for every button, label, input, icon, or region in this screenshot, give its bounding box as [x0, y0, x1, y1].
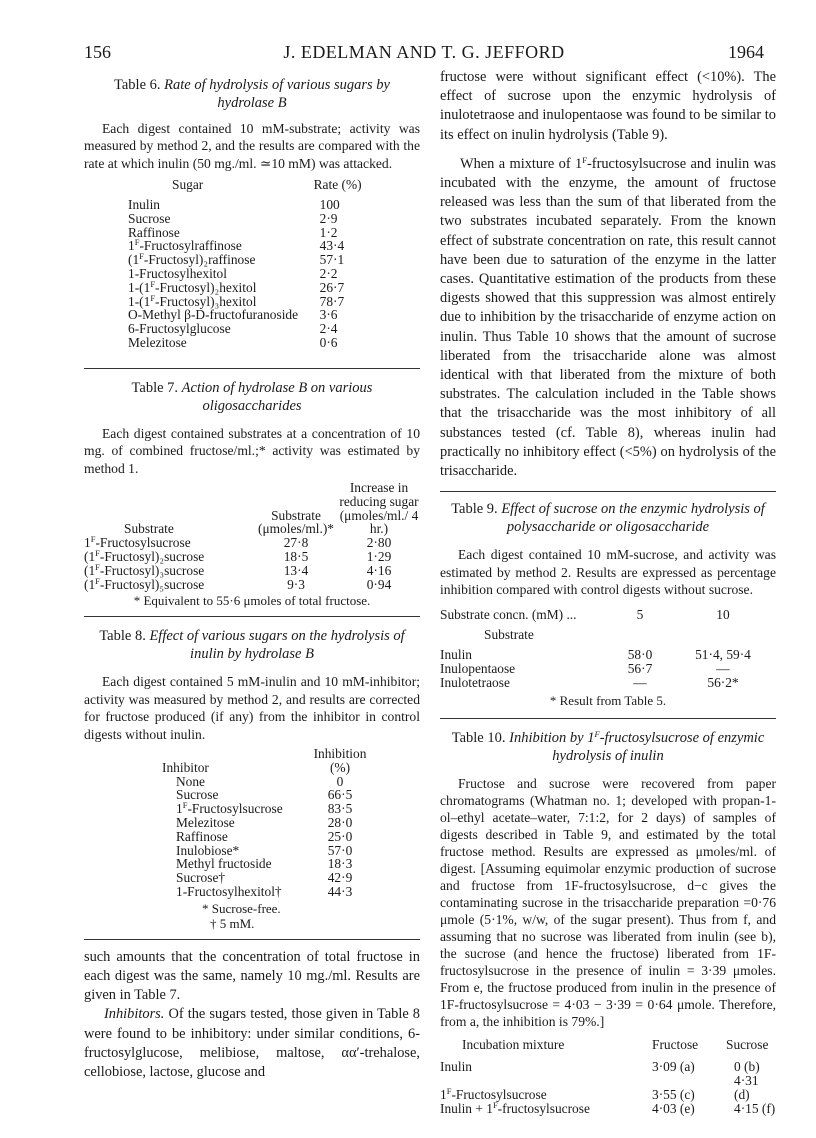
- table9-conc-10: 10: [716, 607, 730, 623]
- left-column: [84, 70, 420, 1082]
- table7-substrate-cell: $(1^F-Fructosyl)_2sucrose$: [84, 547, 205, 564]
- table8-inhibitor-cell: Melezitose: [176, 814, 235, 830]
- table6-sugar-cell: Sucrose: [128, 210, 171, 226]
- table6-col-rate: Rate (%): [313, 177, 362, 193]
- table9-col-substrate: Substrate: [484, 627, 534, 643]
- table9-conc10-cell: —: [716, 660, 730, 676]
- table8-footnote-2: † 5 mM.: [210, 915, 255, 931]
- table-row: [440, 1102, 776, 1116]
- table-row: [158, 857, 370, 871]
- table8-inhibition-cell: 28·0: [327, 814, 353, 830]
- table6-sugar-cell: $(1^F-Fructosyl)_2raffinose$: [128, 251, 256, 268]
- table10-col-fructose: Fructose: [652, 1037, 699, 1053]
- table6-rate-cell: 43·4: [319, 238, 345, 254]
- table6-sugar-cell: $1-(1^F-Fructosyl)_2hexitol$: [128, 278, 257, 295]
- table7-caption: Table 7. Action of hydrolase B on various oligosaccharides: [131, 379, 373, 414]
- table6-sugar-cell: Inulin: [128, 197, 160, 213]
- table8-note: Each digest contained 5 mM-inulin and 10 mM-inhibitor; activity was measured by method 2, and results are corrected for fructose produced (if any) from the inhibitor in control digests without inulin.: [84, 674, 420, 742]
- table-row: [128, 267, 366, 281]
- table9-conc-label: Substrate concn. (mM) ...: [440, 607, 577, 623]
- table8-rule: [84, 939, 420, 940]
- table7-conc-cell: 13·4: [283, 562, 309, 578]
- table10-mixture-cell: $1^F$-Fructosylsucrose: [440, 1085, 547, 1102]
- table9-substrate-cell: Inulotetraose: [440, 674, 510, 690]
- table8-inhibitor-cell: Methyl fructoside: [176, 856, 272, 872]
- right-body-paragraph-1: fructose were without significant effect (<10%). The effect of sucrose upon the enzymic hydrolysis of inulotetraose and inulopentaose was found to be similar to its effect on inulin hydrolysis (Table 9).: [440, 69, 776, 143]
- table7-conc-cell: 9·3: [287, 576, 305, 592]
- table7-note: Each digest contained substrates at a concentration of 10 mg. of combined fructose/ml.;* activity was estimated by method 1.: [84, 425, 420, 476]
- table-row: [128, 336, 366, 350]
- table-row: [158, 802, 370, 816]
- table8-inhibitor-cell: Inulobiose*: [176, 842, 240, 858]
- table6-rate-cell: 1·2: [319, 224, 338, 240]
- table8-grid: [158, 747, 370, 899]
- table9-conc5-cell: 56·7: [627, 660, 653, 676]
- table8-inhibition-cell: 44·3: [327, 883, 353, 899]
- table10-mixture-cell: Inulin: [440, 1059, 472, 1075]
- table6-rate-cell: 2·4: [319, 321, 338, 337]
- right-body-paragraph-2: When a mixture of $1^F$-fructosylsucrose and inulin was incubated with the enzyme, the amount of fructose released was less than the sum of that liberated from the two substrates incubated separately. From the known effect of substrate concentration on rate, this result cannot have been due to saturation of the enzyme in the latter cases. Quantitative estimation of the products from these digests showed that this suppression was almost entirely due to inhibition by the trisaccharide of enzyme action on inulin. Thus Table 10 shows that the amount of sucrose liberated from the trisaccharide alone was almost identical with that liberated from the mixture of both substrates. The calculation included in the Table shows that the trisaccharide was the most inhibitory of all substances tested (cf. Table 8), whereas inulin had practically no inhibitory effect (<5%) on hydrolysis of the trisaccharide.: [440, 154, 776, 480]
- table10-sucrose-cell: 0 (b): [734, 1059, 760, 1075]
- table10-caption: Table 10. Inhibition by $1^F$-fructosylsucrose of enzymic hydrolysis of inulin: [451, 729, 765, 765]
- table9-caption: Table 9. Effect of sucrose on the enzymic hydrolysis of polysaccharide or oligosaccharide: [451, 501, 765, 536]
- right-column: [440, 70, 776, 1115]
- table7-col-conc: Substrate (μmoles/ml.)*: [258, 507, 334, 537]
- table8-inhibition-cell: 83·5: [327, 801, 353, 817]
- table8-col-inhibition: Inhibition (%): [313, 746, 367, 775]
- table7-substrate-cell: $(1^F-Fructosyl)_3sucrose$: [84, 561, 205, 578]
- table7-substrate-cell: $1^F$-Fructosylsucrose: [84, 534, 191, 551]
- table9: [440, 500, 776, 719]
- table8-rows: [158, 775, 370, 899]
- table-row: [84, 536, 420, 550]
- table8-inhibition-cell: 42·9: [327, 870, 353, 886]
- table6-grid: [128, 178, 366, 350]
- table6-sugar-cell: 1-Fructosylhexitol: [128, 266, 227, 281]
- table9-note: Each digest contained 10 mM-sucrose, and activity was estimated by method 2. Results are expressed as percentage inhibition compared with control digests without sucrose.: [440, 547, 776, 598]
- table-row: [84, 578, 420, 592]
- table10: [440, 729, 776, 1115]
- table9-rows: [440, 648, 776, 689]
- table7-increase-cell: 0·94: [366, 576, 392, 592]
- table-row: [440, 662, 776, 676]
- table10-col-mixture: Incubation mixture: [462, 1037, 565, 1053]
- table6-rate-cell: 100: [319, 197, 340, 213]
- table8-footnote-1: * Sucrose-free.: [202, 900, 281, 916]
- table10-rows: [440, 1060, 776, 1115]
- table9-grid: [440, 608, 776, 689]
- table9-footnote: * Result from Table 5.: [549, 693, 667, 709]
- table6-rows: [128, 198, 366, 350]
- table7-grid: [84, 481, 420, 591]
- table6-sugar-cell: O-Methyl β-D-fructofuranoside: [128, 307, 299, 323]
- table6-sugar-cell: $1^F$-Fructosylraffinose: [128, 237, 242, 254]
- table9-substrate-cell: Inulopentaose: [440, 660, 516, 676]
- table-row: [128, 212, 366, 226]
- table7-rule: [84, 616, 420, 617]
- table7-increase-cell: 2·80: [366, 535, 392, 551]
- table6-sugar-cell: 6-Fructosylglucose: [128, 321, 231, 337]
- table6-rate-cell: 2·2: [319, 266, 338, 281]
- table-row: [84, 550, 420, 564]
- table-row: [440, 1074, 776, 1102]
- table8-inhibitor-cell: Raffinose: [176, 828, 228, 844]
- table8-inhibition-cell: 0: [336, 773, 344, 789]
- volume-year: 1964: [728, 42, 764, 62]
- table9-conc5-cell: 58·0: [627, 647, 653, 663]
- table6-rate-cell: 57·1: [319, 252, 345, 268]
- table6-rule: [84, 368, 420, 369]
- table8-inhibitor-cell: Sucrose: [176, 787, 219, 803]
- table8-inhibitor-cell: Sucrose†: [176, 870, 226, 886]
- table8-col-inhibitor: Inhibitor: [162, 759, 209, 775]
- table8-inhibitor-cell: None: [176, 773, 206, 789]
- table10-mixture-cell: Inulin + $1^F$-fructosylsucrose: [440, 1099, 590, 1116]
- table7: [84, 379, 420, 618]
- table-row: [128, 253, 366, 267]
- table-row: [440, 1060, 776, 1074]
- table6-rate-cell: 0·6: [319, 334, 338, 350]
- table-row: [158, 775, 370, 789]
- table10-fructose-cell: 4·03 (e): [652, 1100, 695, 1116]
- table-row: [84, 564, 420, 578]
- table9-rule: [440, 718, 776, 719]
- table-row: [158, 871, 370, 885]
- table7-footnote: * Equivalent to 55·6 μmoles of total fructose.: [133, 593, 371, 609]
- page-number: 156: [84, 42, 111, 62]
- table10-sucrose-cell: 4·31 (d): [734, 1073, 759, 1102]
- table6-col-sugar: Sugar: [172, 177, 204, 193]
- table-row: [128, 308, 366, 322]
- table7-rows: [84, 536, 420, 591]
- table8-inhibition-cell: 25·0: [327, 828, 353, 844]
- table6-sugar-cell: Melezitose: [128, 334, 187, 350]
- table8-inhibitor-cell: $1^F$-Fructosylsucrose: [176, 800, 283, 817]
- table7-increase-cell: 4·16: [366, 562, 392, 578]
- table-row: [128, 198, 366, 212]
- table9-substrate-cell: Inulin: [440, 647, 472, 663]
- table8-inhibitor-cell: 1-Fructosylhexitol†: [176, 883, 282, 899]
- table8-caption: Table 8. Effect of various sugars on the hydrolysis of inulin by hydrolase B: [99, 628, 405, 663]
- table7-col-increase: Increase in reducing sugar (μmoles/ml./ 4 hr.): [339, 480, 419, 537]
- table6-rate-cell: 26·7: [319, 279, 345, 295]
- table10-fructose-cell: 3·55 (c): [652, 1086, 695, 1102]
- table6-sugar-cell: Raffinose: [128, 224, 180, 240]
- table8-inhibition-cell: 66·5: [327, 787, 353, 803]
- table7-conc-cell: 18·5: [283, 548, 309, 564]
- table10-fructose-cell: 3·09 (a): [652, 1059, 695, 1075]
- table-row: [128, 281, 366, 295]
- table-row: [158, 844, 370, 858]
- table10-note: Fructose and sucrose were recovered from paper chromatograms (Whatman no. 1; developed with propan-1-ol–ethyl acetate–water, 7:1:2, for 2 days) of samples of digests described in Table 9, and estimated by the total fructose method. Results are expressed as μmoles/ml. of digest. [Assuming equimolar enzymic production of sucrose and fructose from 1F-fructosylsucrose, d−c gives the contaminating sucrose in the trisaccharide preparation =0·76 μmole (5·1%, w/w, of the sugar present). Thus from f, and assuming that no sucrose was liberated from inulin (see b), the sucrose (and hence the fructose) liberated from 1F-fructosylsucrose in the presence of inulin = 3·39 μmoles. From e, the fructose produced from inulin in the presence of 1F-fructosylsucrose = 4·03 − 3·39 = 0·64 μmole. Therefore, from a, the inhibition is 79%.]: [440, 776, 776, 1030]
- table10-col-sucrose: Sucrose: [726, 1037, 769, 1053]
- table7-substrate-cell: $(1^F-Fructosyl)_5sucrose$: [84, 575, 205, 592]
- table6: [84, 76, 420, 369]
- table9-top-rule: [440, 491, 776, 492]
- table7-conc-cell: 27·8: [283, 535, 309, 551]
- table9-conc10-cell: 51·4, 59·4: [695, 647, 751, 663]
- table10-sucrose-cell: 4·15 (f): [734, 1100, 776, 1116]
- table9-conc-5: 5: [636, 607, 644, 623]
- table6-rate-cell: 2·9: [319, 210, 338, 226]
- table6-caption: Table 6. Rate of hydrolysis of various sugars by hydrolase B: [114, 77, 390, 111]
- table8-inhibition-cell: 57·0: [327, 842, 353, 858]
- table8-inhibition-cell: 18·3: [327, 856, 353, 872]
- left-body-paragraph-1: such amounts that the concentration of total fructose in each digest was the same, namely 10 mg./ml. Results are given in Table 7.: [84, 948, 420, 1004]
- table10-grid: [440, 1038, 776, 1115]
- table-row: [158, 816, 370, 830]
- table6-rate-cell: 3·6: [319, 307, 338, 323]
- table6-rate-cell: 78·7: [319, 293, 345, 309]
- table-row: [440, 676, 776, 690]
- table-row: [128, 295, 366, 309]
- table9-conc10-cell: 56·2*: [707, 674, 739, 690]
- table-row: [158, 885, 370, 899]
- table8: [84, 627, 420, 939]
- left-body-paragraph-2: Inhibitors. Of the sugars tested, those given in Table 8 were found to be inhibitory: under similar conditions, 6-fructosylglucose, melibiose, maltose, αα′-trehalose, cellobiose, lactose, glucose and: [84, 1006, 420, 1080]
- table7-col-substrate: Substrate: [124, 521, 174, 537]
- table7-increase-cell: 1·29: [366, 548, 392, 564]
- table-row: [440, 648, 776, 662]
- table9-conc5-cell: —: [633, 674, 647, 690]
- table-row: [158, 830, 370, 844]
- running-header: [84, 42, 764, 64]
- table-row: [128, 322, 366, 336]
- running-head-authors: J. EDELMAN AND T. G. JEFFORD: [283, 42, 565, 62]
- table6-sugar-cell: $1-(1^F-Fructosyl)_3hexitol$: [128, 292, 257, 309]
- table6-note: Each digest contained 10 mM-substrate; activity was measured by method 2, and the results are compared with the rate at which inulin (50 mg./ml. ≃10 mM) was attacked.: [84, 121, 420, 171]
